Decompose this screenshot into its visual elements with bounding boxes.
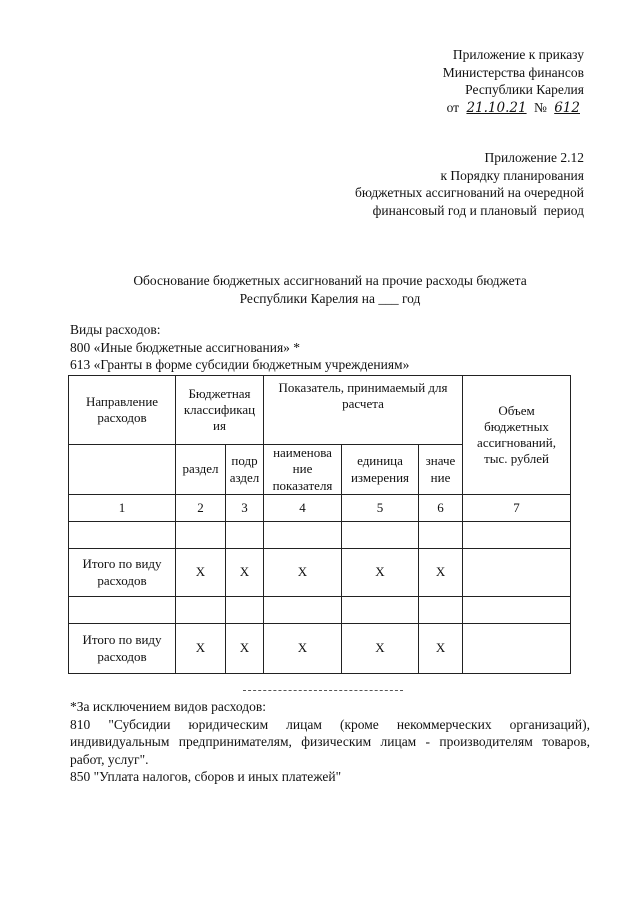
column-number-row [69, 495, 571, 522]
number-prefix: № [533, 99, 547, 115]
table-cell: X [342, 549, 419, 597]
date-prefix: от [446, 99, 460, 115]
column-number: 4 [264, 495, 342, 522]
table-cell [69, 597, 176, 624]
footnote-separator [243, 690, 403, 691]
table-cell: X [342, 624, 419, 674]
table-row [69, 597, 571, 624]
title-line: Республики Карелия на ___ год [239, 290, 421, 306]
table-cell [463, 549, 571, 597]
column-number: 7 [463, 495, 571, 522]
table-cell [419, 522, 463, 549]
order-date-line [443, 99, 584, 118]
table-cell: X [419, 624, 463, 674]
budget-table [68, 375, 571, 674]
footnote-item: 810 "Субсидии юридическим лицам (кроме некоммерческих организаций), индивидуальным предпринимателям, физическим лицам - производителям товаров, работ, услуг". [70, 716, 590, 767]
header-indicator-name: наименова ние показателя [264, 445, 342, 495]
expense-type-item: 613 «Гранты в форме субсидии бюджетным учреждениям» [70, 357, 410, 373]
table-cell [69, 522, 176, 549]
header-budget-classification: Бюджетная классификац ия [176, 376, 264, 445]
table-cell [342, 597, 419, 624]
appendix-line: Приложение 2.12 [484, 150, 584, 165]
table-cell [176, 522, 226, 549]
column-number: 5 [342, 495, 419, 522]
table-row [69, 549, 571, 597]
table-cell: X [264, 549, 342, 597]
header-unit: единица измерения [342, 445, 419, 495]
document-title [70, 272, 590, 307]
table-cell: X [264, 624, 342, 674]
expense-types-heading: Виды расходов: [70, 322, 161, 337]
order-appendix-block [443, 46, 584, 117]
expense-types [70, 321, 590, 374]
table-cell: X [226, 549, 264, 597]
procedure-appendix-block [355, 149, 584, 219]
table-cell [226, 597, 264, 624]
table-cell [463, 597, 571, 624]
table-cell: Итого по виду расходов [69, 549, 176, 597]
column-number: 2 [176, 495, 226, 522]
table-cell: X [176, 624, 226, 674]
table-cell [342, 522, 419, 549]
order-line: Приложение к приказу [452, 47, 584, 62]
order-line: Министерства финансов [442, 64, 584, 80]
table-cell [226, 522, 264, 549]
title-line: Обоснование бюджетных ассигнований на прочие расходы бюджета [133, 273, 527, 288]
table-cell: Итого по виду расходов [69, 624, 176, 674]
order-number: 612 [554, 99, 580, 116]
table-cell [264, 597, 342, 624]
table-cell: X [226, 624, 264, 674]
header-subsection: подр аздел [226, 445, 264, 495]
table-cell: X [176, 549, 226, 597]
header-direction: Направление расходов [69, 376, 176, 445]
table-cell [463, 624, 571, 674]
table-cell [463, 522, 571, 549]
appendix-line: финансовый год и плановый период [372, 202, 584, 218]
appendix-line: бюджетных ассигнований на очередной [355, 185, 584, 201]
table-cell: X [419, 549, 463, 597]
order-date: 21.10.21 [466, 99, 527, 116]
column-number: 6 [419, 495, 463, 522]
table-row [69, 624, 571, 674]
table-cell [419, 597, 463, 624]
footnote [70, 698, 590, 786]
header-column-1-spacer [69, 445, 176, 495]
table-cell [176, 597, 226, 624]
header-value: значе ние [419, 445, 463, 495]
footnote-item: 850 "Уплата налогов, сборов и иных платежей" [70, 769, 342, 785]
table-row [69, 522, 571, 549]
table-cell [264, 522, 342, 549]
footnote-heading: *За исключением видов расходов: [70, 699, 266, 714]
expense-type-item: 800 «Иные бюджетные ассигнования» * [70, 339, 301, 355]
column-number: 1 [69, 495, 176, 522]
column-number: 3 [226, 495, 264, 522]
header-volume: Объем бюджетных ассигнований, тыс. рублей [463, 376, 571, 495]
header-section: раздел [176, 445, 226, 495]
appendix-line: к Порядку планирования [440, 167, 584, 183]
order-line: Республики Карелия [465, 82, 584, 98]
header-indicator: Показатель, принимаемый для расчета [264, 376, 463, 445]
